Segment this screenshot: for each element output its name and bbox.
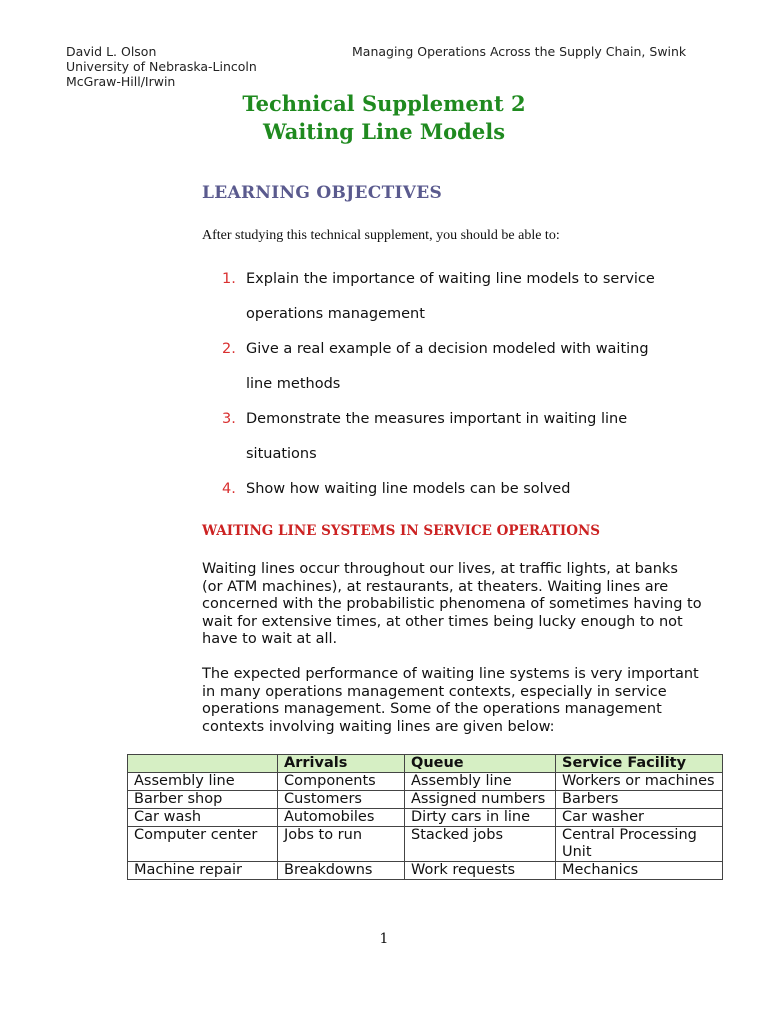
objective-text: Demonstrate the measures important in waiting line [246,411,628,427]
waiting-line-contexts-table [127,754,723,880]
table-cell: Assigned numbers [405,791,556,809]
objective-item [222,472,702,507]
table-cell: Components [278,773,405,791]
objective-text-cont: line methods [246,376,341,392]
table-cell: Barber shop [128,791,278,809]
objective-text: Explain the importance of waiting line models to service [246,271,655,287]
table-cell: Computer center [128,827,278,862]
table-cell: Work requests [405,862,556,880]
publisher: McGraw-Hill/Irwin [66,74,176,89]
table-cell: Machine repair [128,862,278,880]
objective-item [222,332,702,402]
objective-item [222,262,702,332]
book-title: Managing Operations Across the Supply Chain, Swink [352,44,687,59]
objectives-list [222,262,702,507]
header-left [66,44,257,89]
paragraph: Waiting lines occur throughout our lives, at traffic lights, at banks (or ATM machines), at restaurants, at theaters. Waiting lines are concerned with the probabilistic phenomena of sometimes having to wait for extensive times, at other times being lucky enough to not have to wait at all. [202,561,702,648]
table-row [128,773,723,791]
paragraph: The expected performance of waiting line systems is very important in many operations management contexts, especially in service operations management. Some of the operations management contexts involving waiting lines are given below: [202,666,699,735]
page-title [0,90,768,146]
objective-number: 2. [222,341,236,357]
table-cell: Breakdowns [278,862,405,880]
table-cell: Stacked jobs [405,827,556,862]
page-number: 1 [379,931,389,947]
table-cell: Car washer [556,809,723,827]
objective-text-cont: operations management [246,306,425,322]
table-cell: Mechanics [556,862,723,880]
table-row [128,809,723,827]
objectives-intro: After studying this technical supplement, you should be able to: [202,228,560,243]
table-row [128,827,723,862]
table-cell: Assembly line [128,773,278,791]
learning-objectives-heading: LEARNING OBJECTIVES [202,183,443,203]
table-cell: Assembly line [405,773,556,791]
objective-text: Show how waiting line models can be solved [246,481,571,497]
header-cell: Queue [405,755,556,773]
table-cell: Workers or machines [556,773,723,791]
objective-text-cont: situations [246,446,317,462]
objective-number: 3. [222,411,236,427]
header-cell [128,755,278,773]
table-row [128,791,723,809]
affiliation: University of Nebraska-Lincoln [66,59,257,74]
section-heading: WAITING LINE SYSTEMS IN SERVICE OPERATIONS [202,523,601,539]
table-cell: Customers [278,791,405,809]
table-cell: Car wash [128,809,278,827]
table-cell: Central Processing Unit [556,827,723,862]
header-cell: Service Facility [556,755,723,773]
table-header-row [128,755,723,773]
objective-item [222,402,702,472]
objective-number: 4. [222,481,236,497]
table-cell: Jobs to run [278,827,405,862]
table-cell: Dirty cars in line [405,809,556,827]
header-cell: Arrivals [278,755,405,773]
objective-number: 1. [222,271,236,287]
table-row [128,862,723,880]
objective-text: Give a real example of a decision modeled with waiting [246,341,649,357]
table-cell: Automobiles [278,809,405,827]
title-line-1: Technical Supplement 2 [242,91,526,116]
table-cell: Barbers [556,791,723,809]
title-line-2: Waiting Line Models [262,119,506,144]
author-name: David L. Olson [66,44,157,59]
